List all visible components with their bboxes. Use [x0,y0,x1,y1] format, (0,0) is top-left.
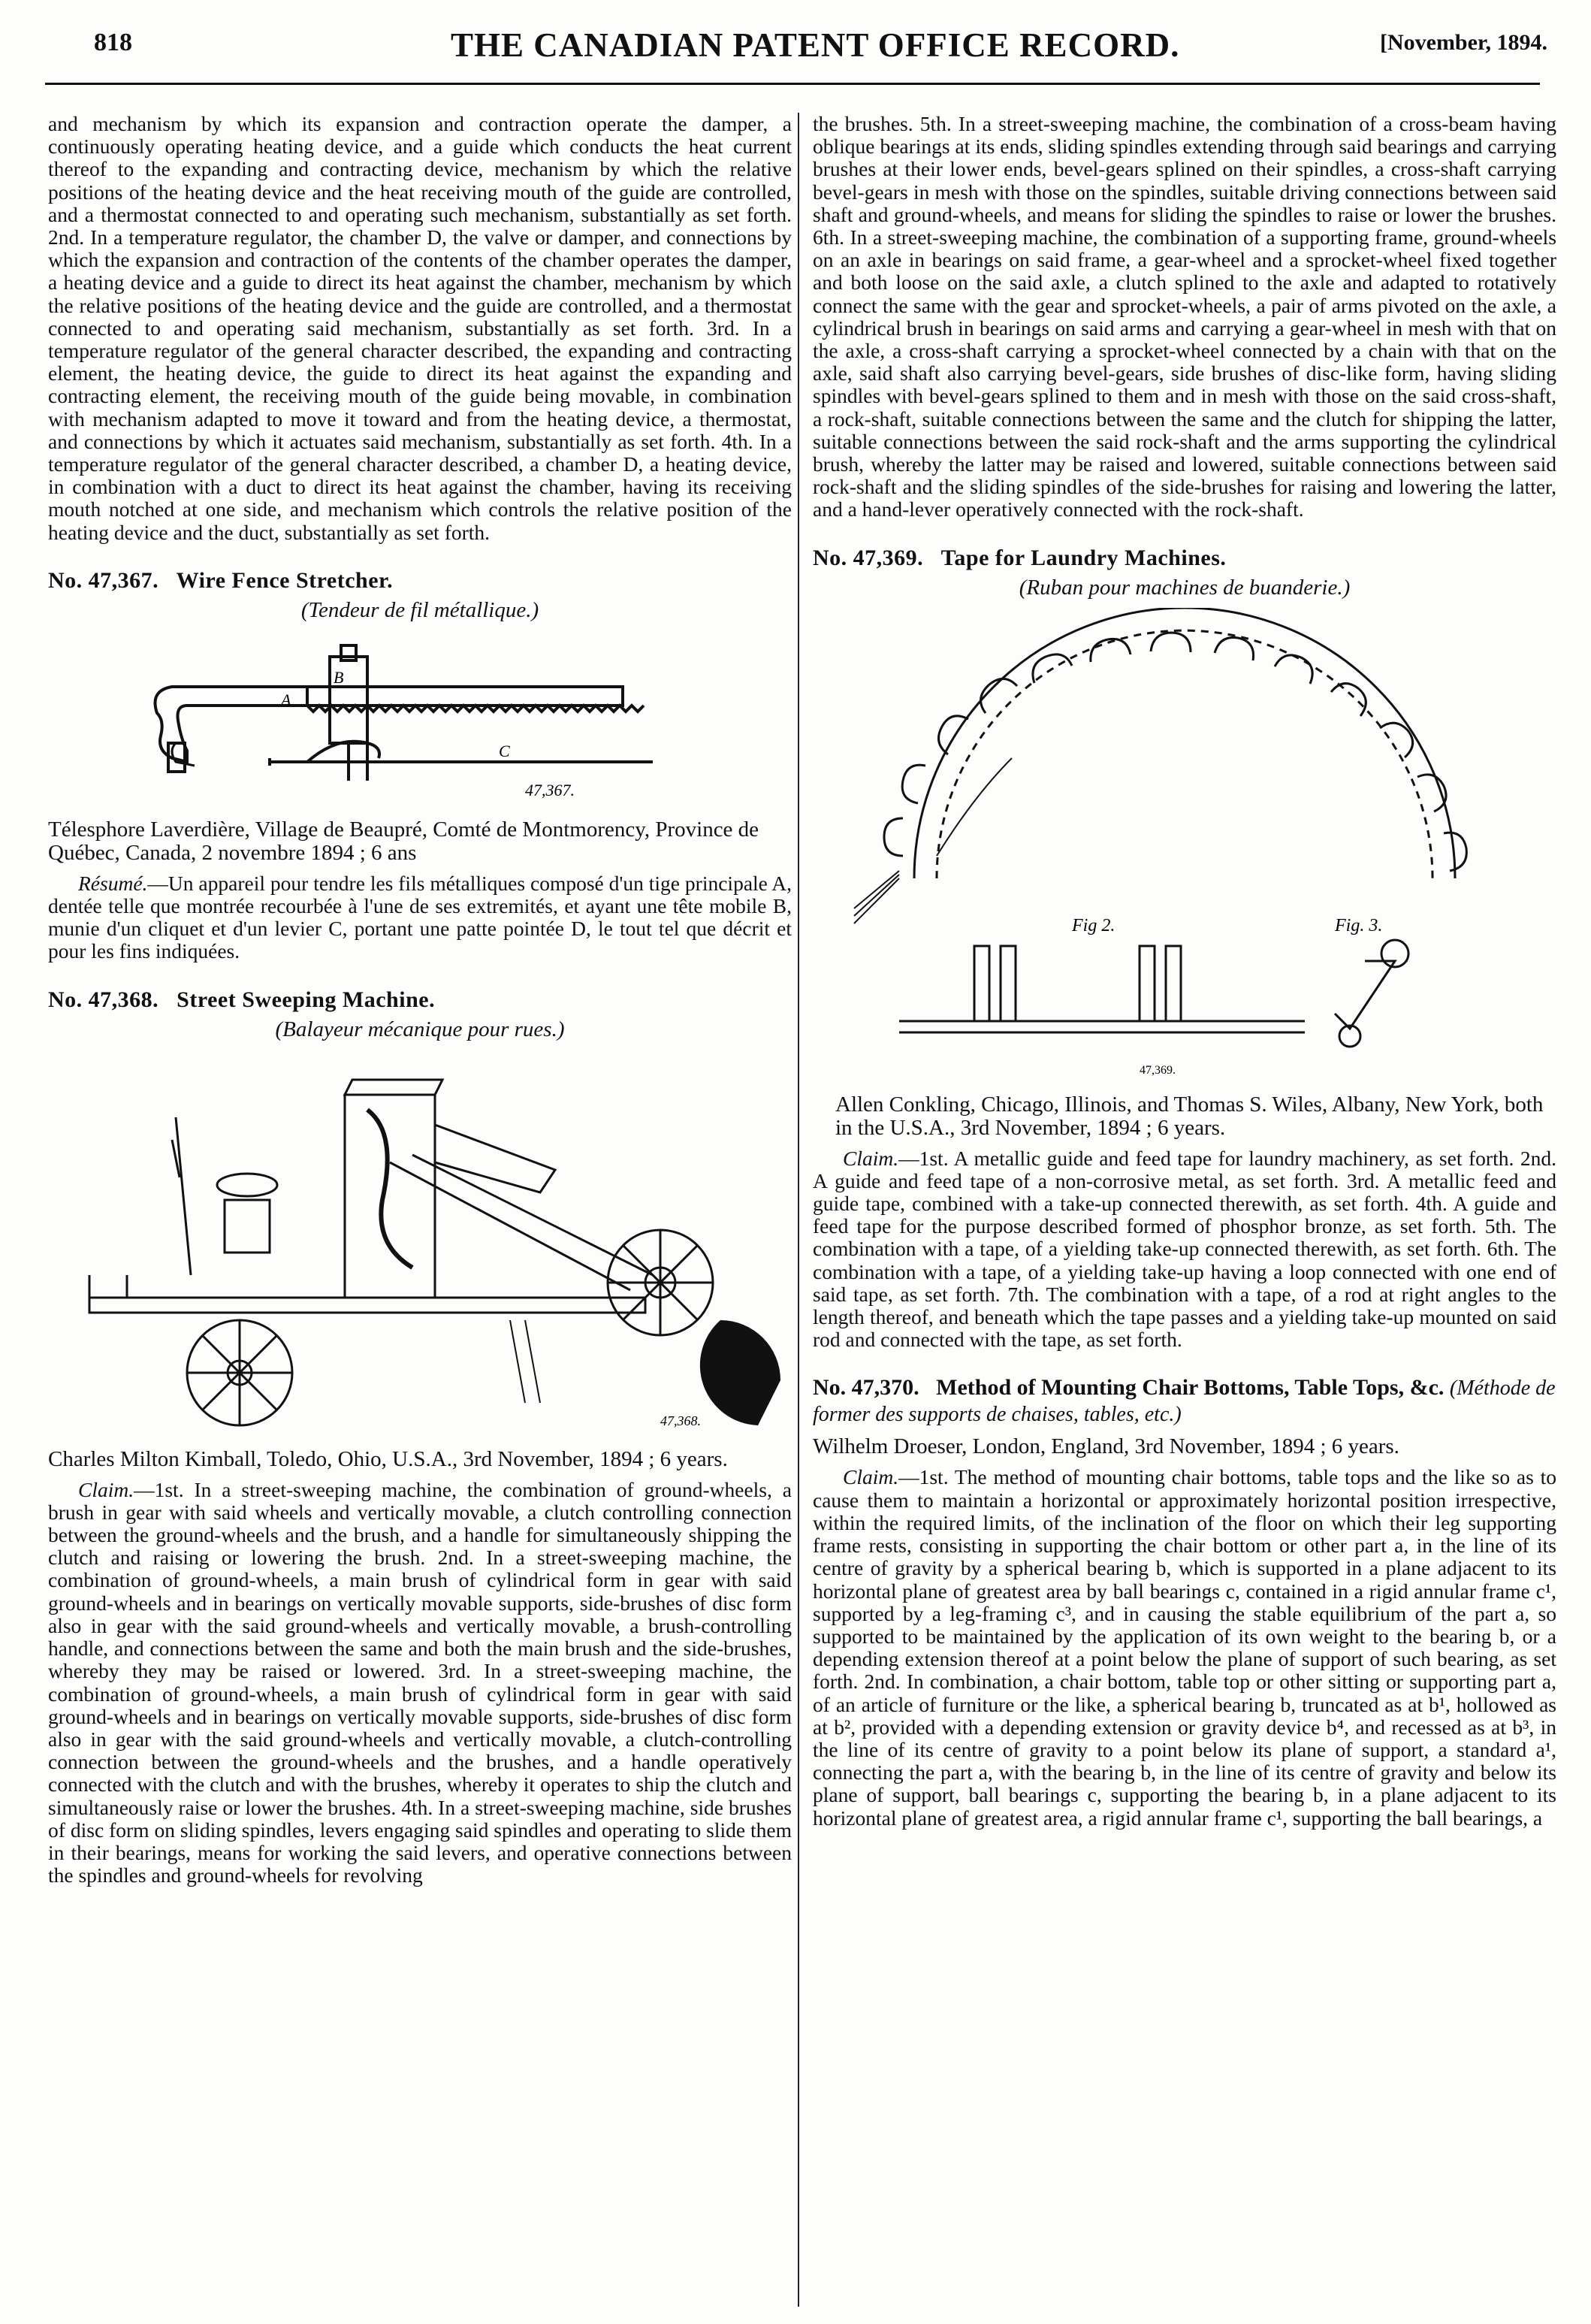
claim-text: —1st. In a street-sweeping machine, the combination of ground-wheels, a brush in gear with said wheels and vertically movable, a clutch controlling connection between the ground-wheels and the brush, and a handle for simultaneously shipping the clutch and raising or lowering the brush. 2nd. In a street-sweeping machine, the combination of ground-wheels, a main brush of cylindrical form in gear with said ground-wheels and in bearings on vertically movable supports, side-brushes of disc form also in gear with the said ground-wheels and vertically movable, a brush-controlling handle, and connections between the same and both the main brush and the side-brushes, whereby they may be raised or lowered. 3rd. In a street-sweeping machine, the combination of ground-wheels, a main brush of cylindrical form in gear with said ground-wheels and in bearings on vertically movable supports, side-brushes of disc form also in gear with the said ground-wheels and vertically movable, a clutch-controlling connection between the ground-wheels and the brushes, and a handle operatively connected with the clutch and with the brushes, whereby it operates to ship the clutch and simultaneously raise or lower the brushes. 4th. In a street-sweeping machine, side brushes of disc form on sliding spindles, levers engaging said spindles and operating to slide them in their bearings, means for working the said levers, and operative connections between the spindles and ground-wheels for revolving [48,1477,792,1887]
fig2-label: Fig 2. [1072,915,1116,935]
continued-claims-text: the brushes. 5th. In a street-sweeping machine, the combination of a cross-beam having oblique bearings at its ends, sliding spindles extending through said bearings and carrying brushes at their lower ends, bevel-gears splined on their spindles, a cross-shaft carrying bevel-gears in mesh with those on the spindles, suitable driving connections between said shaft and ground-wheels, and means for sliding the spindles to raise or lower the brushes. 6th. In a street-sweeping machine, the combination of a supporting frame, ground-wheels on an axle in bearings on said frame, a gear-wheel and a sprocket-wheel fixed together and both loose on the said axle, a clutch splined to the axle and adapted to rotatively connect the same with the gear and sprocket-wheels, a pair of arms pivoted on the axle, a cylindrical brush in bearings on said arms and carrying a gear-wheel in mesh with that on the axle, a cross-shaft carrying a sprocket-wheel connected by a chain with that on the axle, said shaft also carrying bevel-gears, side brushes of disc-like form, having sliding spindles with bevel-gears splined to them and in mesh with those on the said cross-shaft, a rock-shaft, suitable connections between the same and the clutch for shipping the latter, suitable connections between the said rock-shaft and the arms supporting the cylindrical brush, whereby the latter may be raised and lowered, suitable connections between said rock-shaft and the sliding spindles of the side-brushes for raising and lowering the latter, and a hand-lever operatively connected with the rock-shaft. [813,112,1556,521]
french-title: (Balayeur mécanique pour rues.) [275,1017,565,1041]
inventor-line: Wilhelm Droeser, London, England, 3rd November, 1894 ; 6 years. [813,1434,1399,1459]
column-divider [798,113,799,2307]
fig-number: 47,367. [525,780,575,799]
laundry-tape-figure [824,608,1545,1089]
street-sweeping-machine-figure [59,1050,780,1440]
patent-title: Street Sweeping Machine. [177,987,436,1012]
fig-label-b: B [334,667,344,687]
fig-number: 47,368. [660,1413,701,1428]
left-column [48,113,792,1887]
patent-title: Method of Mounting Chair Bottoms, Table Tops, &c. [936,1375,1445,1401]
claim-lead: Claim. [843,1465,899,1489]
resume-lead: Résumé. [78,871,148,895]
resume-text: —Un appareil pour tendre les fils métalliques composé d'un tige principale A, dentée telle que montrée recourbée à l'une de ses extremités, et ayant une tête mobile B, munie d'un cliquet et d'un levier C, portant une patte pointée D, le tout tel que décrit et pour les fins indiquées. [48,871,792,963]
patent-number: No. 47,369. [813,545,924,570]
claim-paragraph [48,1479,792,1887]
french-title: (Ruban pour machines de buanderie.) [1019,575,1351,600]
patent-heading-47368 [48,987,792,1013]
continued-claims-text: and mechanism by which its expansion and contraction operate the damper, a continuously operating heating device, and a guide which conducts the heat current thereof to the expanding and contracting device, mechanism by which the relative positions of the heating device and the heat receiving mouth of the guide are controlled, and a thermostat connected to and operating such mechanism, substantially as set forth. 2nd. In a temperature regulator, the chamber D, the valve or damper, and connections by which the expansion and contraction of the contents of the chamber operates the damper, a heating device and a guide to direct its heat against the chamber, mechanism by which the relative positions of the heating device and the guide are controlled, and a thermostat connected to and operating said mechanism, substantially as set forth. 3rd. In a temperature regulator of the general character described, the expanding and contracting element, the heating device, the guide to direct its heat against the expanding and contracting element, the receiving mouth of the guide being movable, in combination with mechanism adapted to move it toward and from the heating device, a thermostat, and connections by which it actuates said mechanism, substantially as set forth. 4th. In a temperature regulator of the general character described, a chamber D, a heating device, in combination with a duct to direct its heat against the chamber, having its receiving mouth notched at one side, and mechanism which controls the relative position of the heating device and the duct, substantially as set forth. [48,112,792,544]
wire-fence-stretcher-figure [82,630,758,811]
claim-paragraph [813,1466,1556,1829]
issue-date: [November, 1894. [1379,30,1547,55]
claim-paragraph [813,1147,1556,1352]
inventor-line: Charles Milton Kimball, Toledo, Ohio, U.S.A., 3rd November, 1894 ; 6 years. [48,1446,728,1471]
inventor-line: Télesphore Laverdière, Village de Beaupré, Comté de Montmorency, Province de Québec, Canada, 2 novembre 1894 ; 6 ans [48,817,759,865]
claim-text: —1st. The method of mounting chair bottoms, table tops and the like so as to cause them to maintain a horizontal or approximately horizontal position irrespective, within the required limits, of the inclination of the floor on which their leg supporting frame rests, consisting in supporting the chair bottom or other part a, in the line of its centre of gravity by a spherical bearing b, which is supported in a plane adjacent to its horizontal plane of greatest area by ball bearings c, contained in a rigid annular frame c¹, supported by a leg-framing c³, and in causing the stable equilibrium of the part a, so supported to be maintained by the application of its own weight to the bearing b, or a depending extension thereof at a point below the plane of support of such bearing, as set forth. 2nd. In combination, a chair bottom, table top or other sitting or supporting part a, of an article of furniture or the like, a spherical bearing b, truncated as at b¹, hollowed as at b², provided with a depending extension or gravity device b⁴, and recessed as at b³, in the line of its centre of gravity to a point below its plane of support, a standard a¹, connecting the part a, with the bearing b, in the line of its centre of gravity and below its plane of support, ball bearings c, supporting the bearing b, in a plane adjacent to its horizontal plane of greatest area, a rigid annular frame c¹, supporting the ball bearings, a [813,1465,1556,1830]
inventor-line: Allen Conkling, Chicago, Illinois, and Thomas S. Wiles, Albany, New York, both in the U.S.A., 3rd November, 1894 ; 6 years. [835,1092,1544,1140]
fig-label-c: C [499,741,510,760]
page-number: 818 [94,29,132,56]
claim-lead: Claim. [78,1477,134,1501]
patent-heading-47370 [813,1375,1556,1428]
fig-label-a: A [281,690,291,709]
fig3-label: Fig. 3. [1335,915,1383,935]
header-rule [45,83,1540,85]
patent-number: No. 47,368. [48,987,159,1012]
patent-title: Tape for Laundry Machines. [940,545,1227,570]
patent-number: No. 47,367. [48,567,159,593]
patent-title: Wire Fence Stretcher. [176,567,394,593]
patent-heading-47369 [813,545,1556,571]
patent-heading-47367 [48,568,792,594]
journal-title: THE CANADIAN PATENT OFFICE RECORD. [451,26,1180,64]
claim-text: —1st. A metallic guide and feed tape for laundry machinery, as set forth. 2nd. A guide and feed tape of a non-corrosive metal, as set forth. 3rd. A metallic feed and guide tape, combined with a take-up connected therewith, as set forth. 4th. A guide and feed tape for the purpose described formed of phosphor bronze, as set forth. 5th. The combination with a tape, of a yielding take-up connected therewith, as set forth. 6th. The combination with a tape, of a yielding take-up having a loop connected with one end of said tape, as set forth. 7th. The combination with a tape, of a rod at right angles to the length thereof, and beneath which the tape passes and a yielding take-up mounted on said rod and connected with the tape, as set forth. [813,1146,1556,1352]
fig-number: 47,369. [1140,1063,1176,1077]
patent-number: No. 47,370. [813,1375,919,1401]
claim-lead: Claim. [843,1146,899,1170]
resume-paragraph [48,872,792,963]
french-title: (Méthode de former des supports de chaises, tables, etc.) [813,1377,1556,1427]
page-header [45,26,1547,68]
right-column [813,113,1556,1830]
french-title: (Tendeur de fil métallique.) [300,597,539,622]
